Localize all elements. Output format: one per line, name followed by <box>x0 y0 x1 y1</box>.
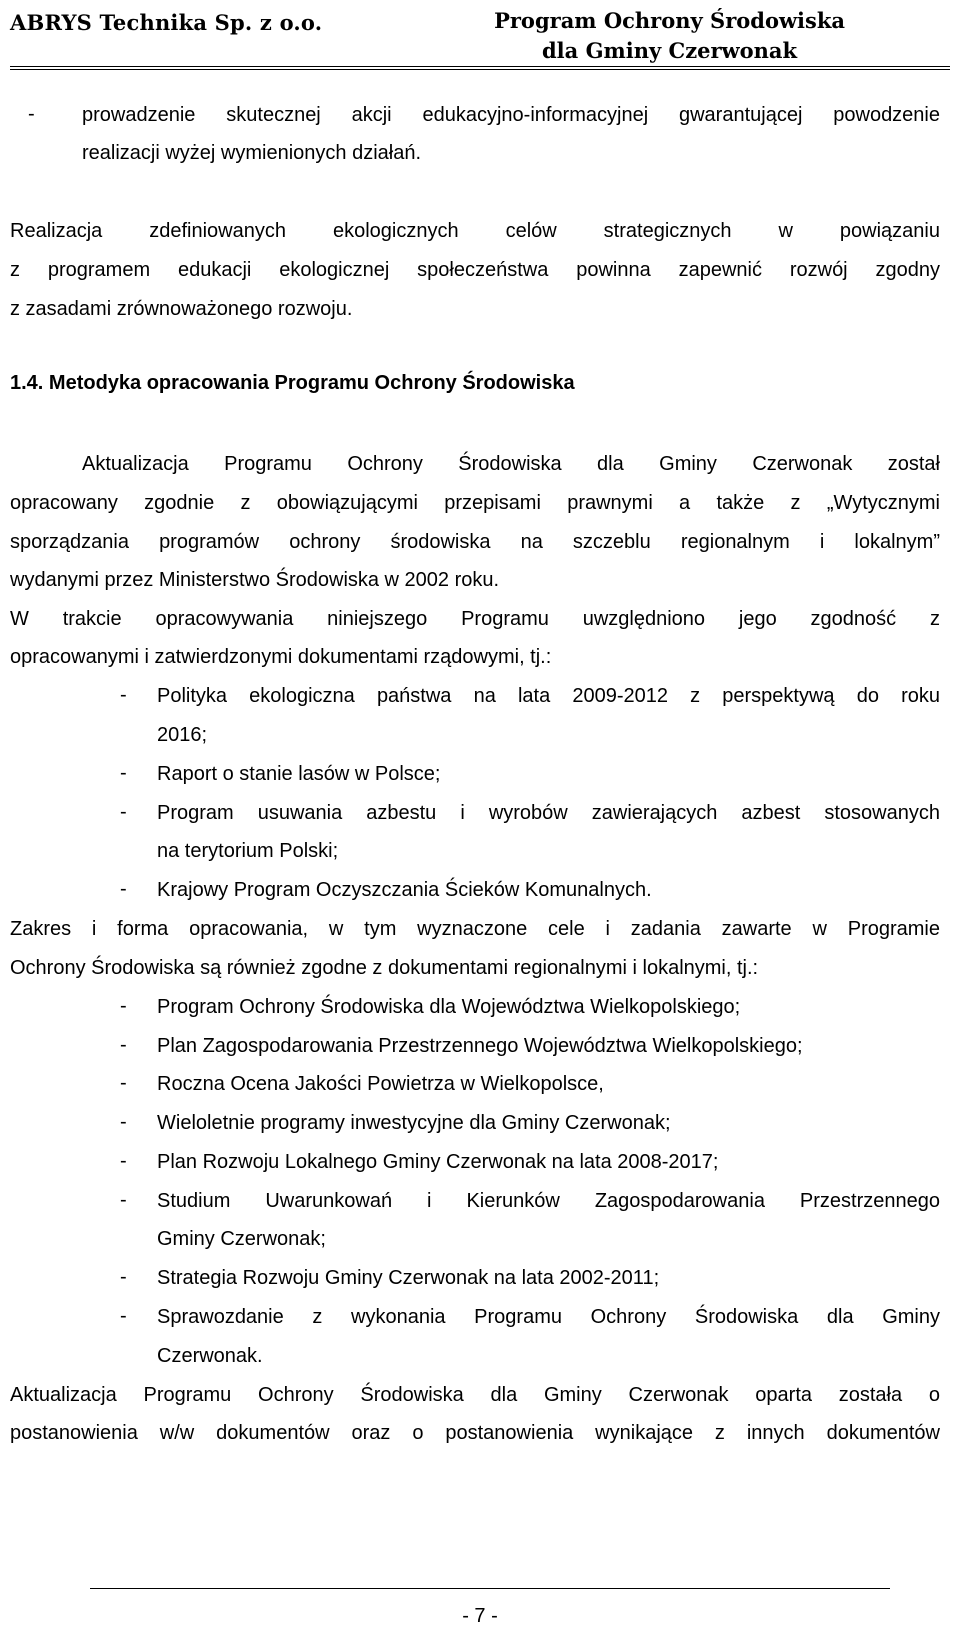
list-dash: - <box>120 1034 127 1056</box>
list-dash: - <box>120 1305 127 1327</box>
paragraph-line: Aktualizacja Programu Ochrony Środowiska dla Gminy Czerwonak oparta została o <box>10 1384 940 1406</box>
header-company: ABRYS Technika Sp. z o.o. <box>10 10 323 35</box>
list-item-line: Plan Rozwoju Lokalnego Gminy Czerwonak na lata 2008-2017; <box>157 1151 719 1173</box>
header-title-line2: dla Gminy Czerwonak <box>542 38 798 63</box>
header-rule-second <box>10 69 950 70</box>
list-dash: - <box>120 1266 127 1288</box>
paragraph-line: sporządzania programów ochrony środowiska na szczeblu regionalnym i lokalnym” <box>10 531 940 553</box>
list-item-line: Gminy Czerwonak; <box>157 1228 326 1250</box>
list-item-line: Strategia Rozwoju Gminy Czerwonak na lata 2002-2011; <box>157 1267 660 1289</box>
paragraph-line: postanowienia w/w dokumentów oraz o postanowienia wynikające z innych dokumentów <box>10 1422 940 1444</box>
page-header <box>0 0 960 75</box>
list-dash: - <box>120 1189 127 1211</box>
list-item-line: Raport o stanie lasów w Polsce; <box>157 763 441 785</box>
list-item-line: Czerwonak. <box>157 1345 263 1367</box>
header-title-line1: Program Ochrony Środowiska <box>494 8 845 33</box>
section-heading: 1.4. Metodyka opracowania Programu Ochrony Środowiska <box>10 372 575 394</box>
list-item-line: Roczna Ocena Jakości Powietrza w Wielkopolsce, <box>157 1073 604 1095</box>
list-item-line: na terytorium Polski; <box>157 840 339 862</box>
paragraph-line: z programem edukacji ekologicznej społeczeństwa powinna zapewnić rozwój zgodny <box>10 259 940 281</box>
list-dash: - <box>120 995 127 1017</box>
intro-item-line2: realizacji wyżej wymienionych działań. <box>82 142 422 164</box>
paragraph-line: Ochrony Środowiska są również zgodne z dokumentami regionalnymi i lokalnymi, tj.: <box>10 957 759 979</box>
paragraph-line: opracowany zgodnie z obowiązującymi przepisami prawnymi a także z „Wytycznymi <box>10 492 940 514</box>
footer-rule <box>90 1588 890 1589</box>
list-item-line: Sprawozdanie z wykonania Programu Ochrony Środowiska dla Gminy <box>157 1306 940 1328</box>
intro-item-line1: prowadzenie skutecznej akcji edukacyjno-informacyjnej gwarantującej powodzenie <box>82 104 940 126</box>
list-dash: - <box>120 684 127 706</box>
list-dash: - <box>120 762 127 784</box>
list-item-line: Polityka ekologiczna państwa na lata 2009-2012 z perspektywą do roku <box>157 685 940 707</box>
list-item-line: Plan Zagospodarowania Przestrzennego Województwa Wielkopolskiego; <box>157 1035 803 1057</box>
list-dash: - <box>120 878 127 900</box>
list-dash: - <box>120 1150 127 1172</box>
list-item-line: 2016; <box>157 724 208 746</box>
list-item-line: Program usuwania azbestu i wyrobów zawierających azbest stosowanych <box>157 802 940 824</box>
list-item-line: Studium Uwarunkowań i Kierunków Zagospodarowania Przestrzennego <box>157 1190 940 1212</box>
list-item-line: Program Ochrony Środowiska dla Województwa Wielkopolskiego; <box>157 996 741 1018</box>
list-dash: - <box>120 1072 127 1094</box>
paragraph-line: Zakres i forma opracowania, w tym wyznaczone cele i zadania zawarte w Programie <box>10 918 940 940</box>
list-item-line: Krajowy Program Oczyszczania Ścieków Komunalnych. <box>157 879 652 901</box>
list-dash: - <box>120 1111 127 1133</box>
list-dash: - <box>120 801 127 823</box>
paragraph-line: z zasadami zrównoważonego rozwoju. <box>10 298 353 320</box>
paragraph-line: Realizacja zdefiniowanych ekologicznych celów strategicznych w powiązaniu <box>10 220 940 242</box>
header-title <box>494 6 845 66</box>
paragraph-line: opracowanymi i zatwierdzonymi dokumentami rządowymi, tj.: <box>10 646 552 668</box>
paragraph-line: W trakcie opracowywania niniejszego Programu uwzględniono jego zgodność z <box>10 608 940 630</box>
paragraph-line: wydanymi przez Ministerstwo Środowiska w 2002 roku. <box>10 569 500 591</box>
header-rule <box>10 66 950 67</box>
list-dash: - <box>28 103 35 125</box>
page-number: - 7 - <box>462 1605 498 1627</box>
list-item-line: Wieloletnie programy inwestycyjne dla Gminy Czerwonak; <box>157 1112 671 1134</box>
paragraph-line: Aktualizacja Programu Ochrony Środowiska dla Gminy Czerwonak został <box>82 453 940 475</box>
